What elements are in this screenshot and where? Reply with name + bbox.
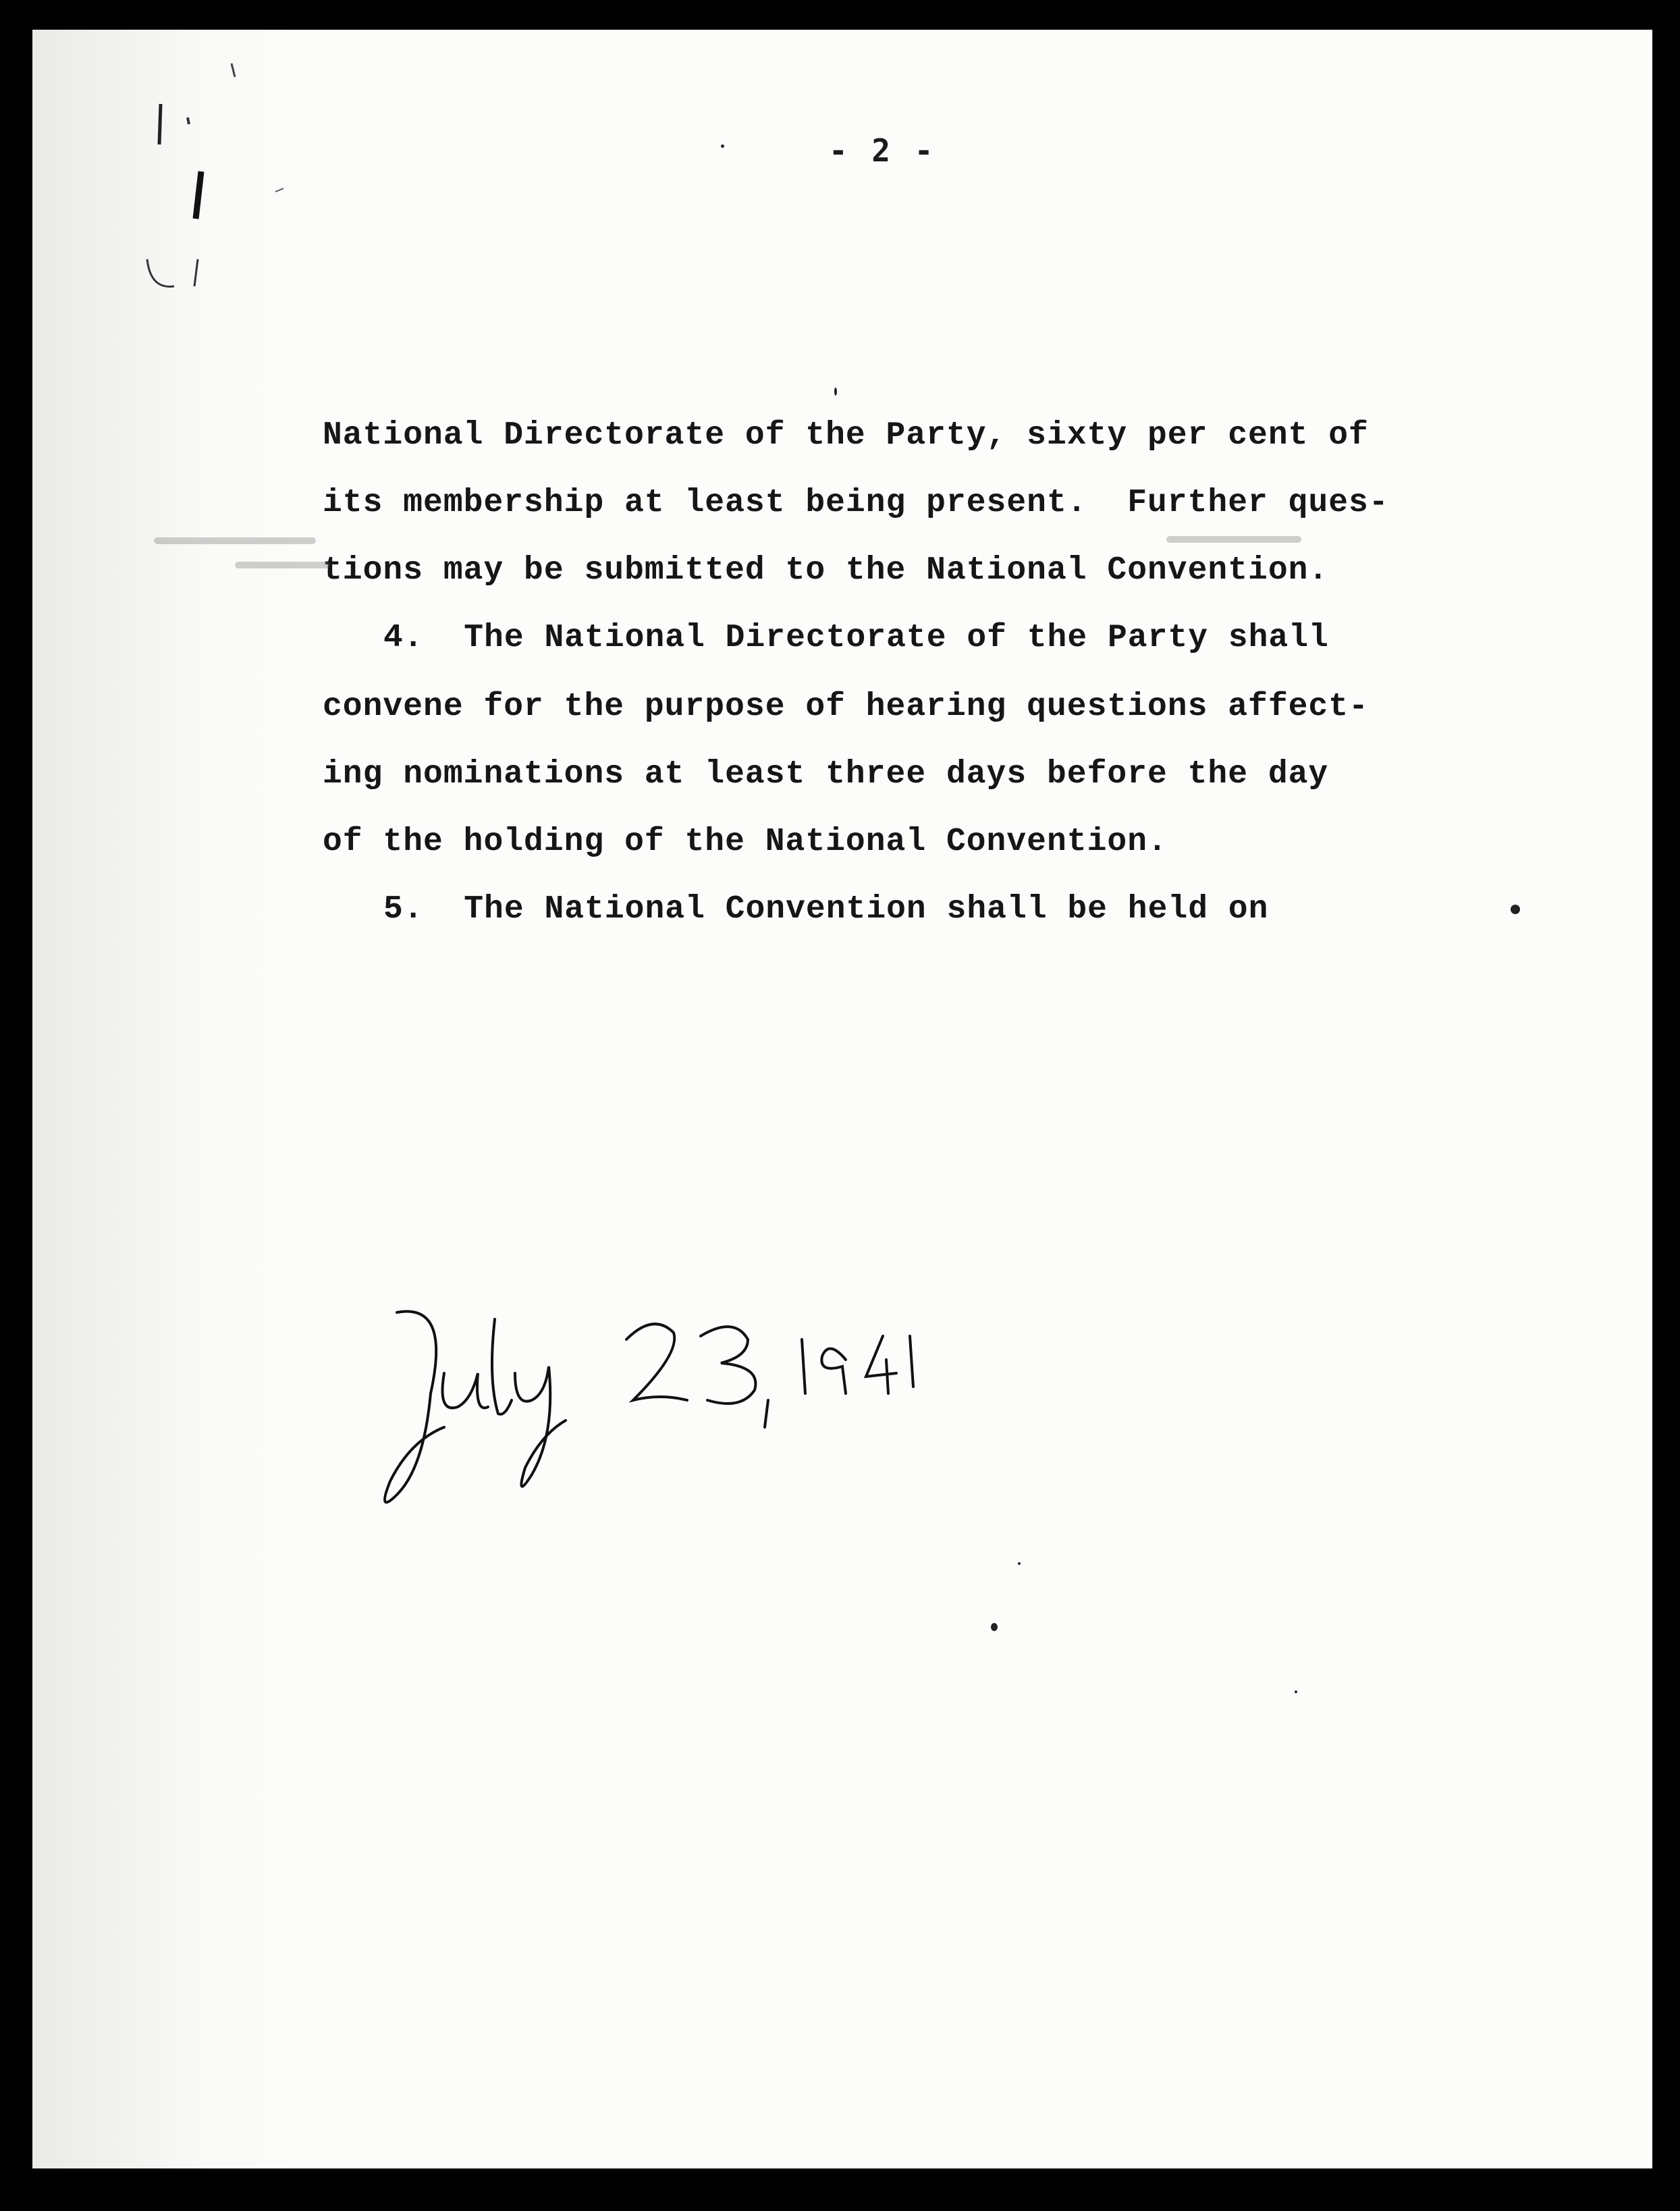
ink-speck — [1295, 1690, 1297, 1693]
scan-streak — [235, 562, 329, 568]
pencil-marks — [100, 57, 302, 313]
text-line-2: its membership at least being present. Further ques- — [323, 485, 1389, 521]
text-line-1: National Directorate of the Party, sixty per cent of — [323, 417, 1369, 454]
ink-speck — [1511, 905, 1520, 914]
ink-speck — [834, 388, 837, 396]
text-line-6: ing nominations at least three days before the day — [323, 756, 1329, 793]
ink-speck — [991, 1623, 998, 1631]
ink-speck — [721, 144, 724, 148]
text-line-7: of the holding of the National Convention. — [323, 824, 1168, 860]
scan-streak — [154, 537, 316, 544]
scan-streak — [1166, 536, 1301, 543]
document-page — [32, 30, 1652, 2168]
text-line-8: 5. The National Convention shall be held on — [383, 891, 1269, 928]
text-line-4: 4. The National Directorate of the Party shall — [383, 620, 1329, 656]
page-number: - 2 - — [829, 132, 936, 169]
scan-shadow — [32, 30, 316, 2168]
handwritten-date — [370, 1299, 977, 1522]
text-line-5: convene for the purpose of hearing questions affect- — [323, 689, 1369, 725]
ink-speck — [1018, 1562, 1021, 1565]
text-line-3: tions may be submitted to the National Convention. — [323, 552, 1329, 589]
